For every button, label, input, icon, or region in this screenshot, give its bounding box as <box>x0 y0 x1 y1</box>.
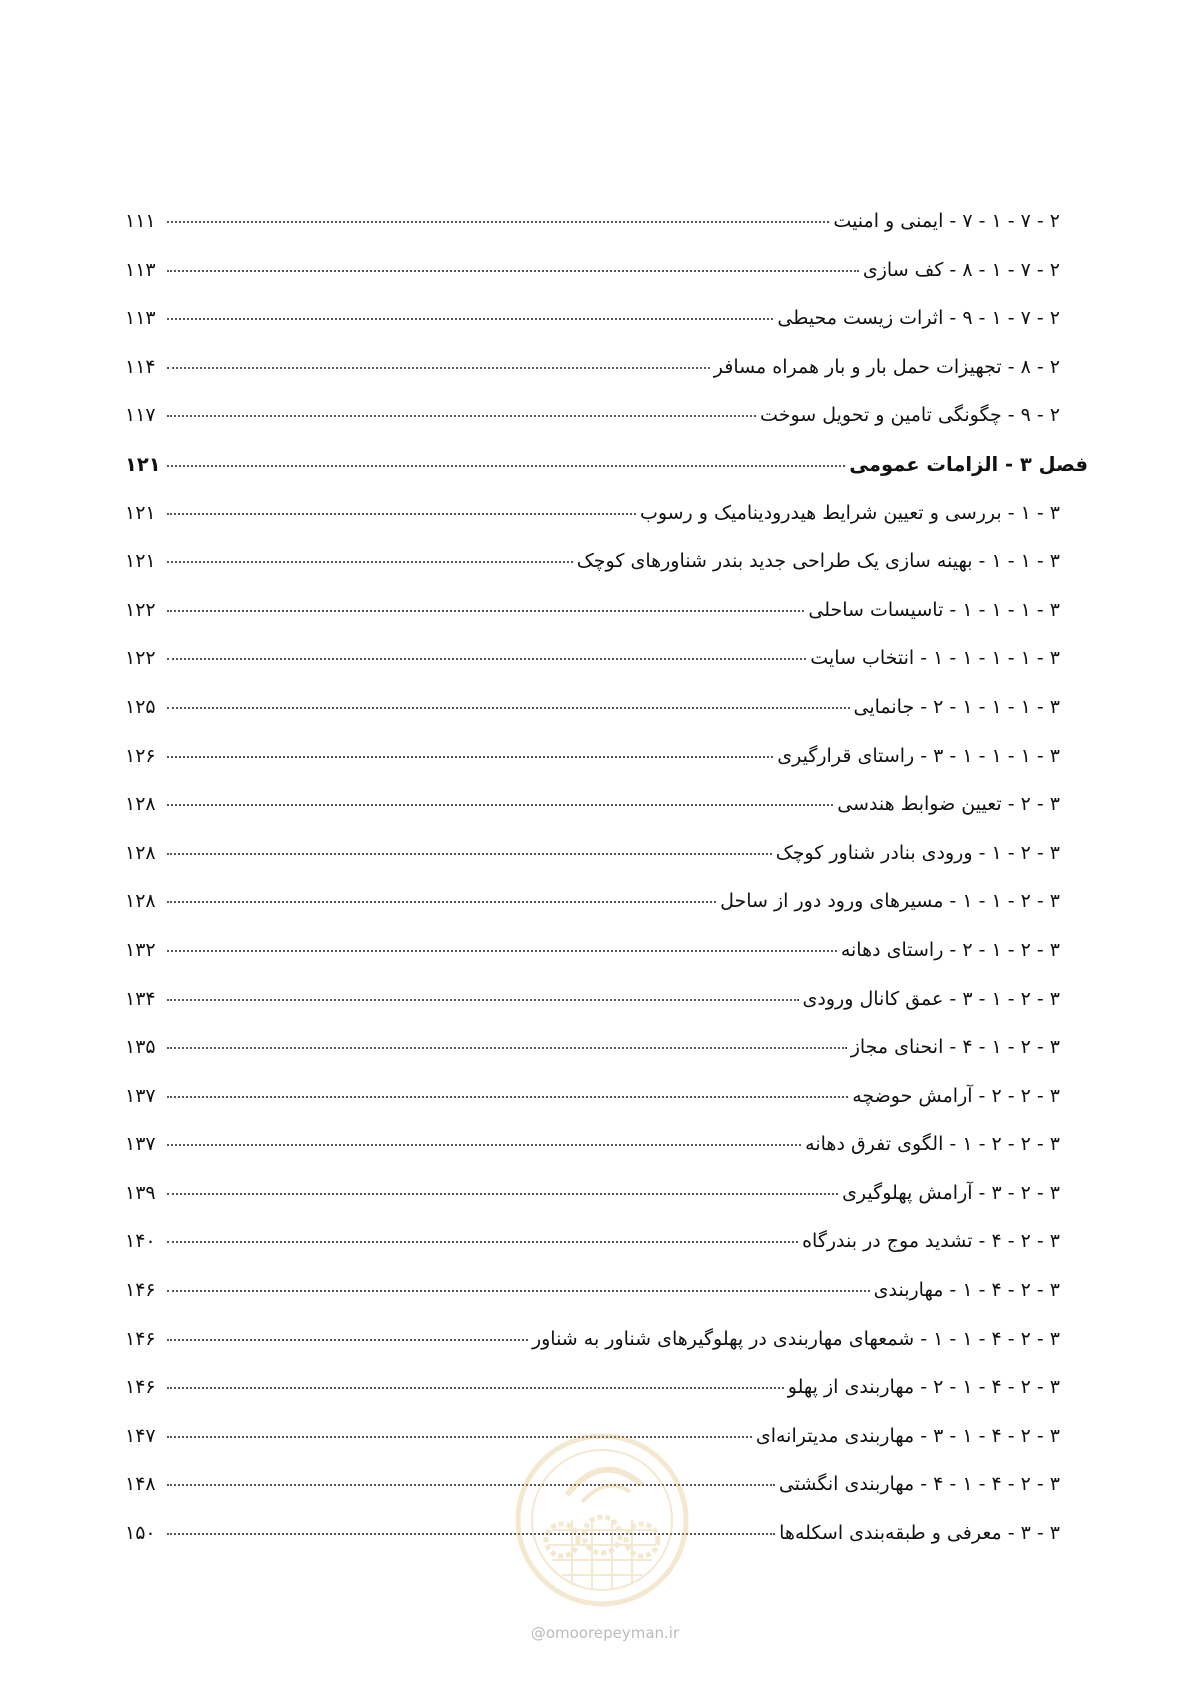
toc-page-number: ۱۳۷ <box>125 1133 156 1156</box>
toc-entry-title: ۳ - ۳ - معرفی و طبقه‌بندی اسکله‌ها <box>779 1522 1060 1545</box>
toc-entry-title: ۳ - ۲ - ۴ - تشدید موج در بندرگاه <box>802 1230 1060 1253</box>
toc-page-number: ۱۳۲ <box>125 938 156 961</box>
dot-leader <box>167 1144 801 1146</box>
toc-page-number: ۱۲۱ <box>125 452 161 476</box>
dot-leader <box>167 853 772 855</box>
toc-entry-title: ۳ - ۲ - ۴ - ۱ - ۴ - مهاربندی انگشتی <box>778 1473 1060 1496</box>
dot-leader <box>167 561 573 563</box>
toc-entry-title: فصل ۳ - الزامات عمومی <box>849 452 1088 476</box>
toc-row <box>125 404 1060 453</box>
dot-leader <box>167 999 799 1001</box>
toc-page-number: ۱۱۳ <box>125 307 156 330</box>
toc-row <box>125 988 1060 1037</box>
toc-entry-title: ۲ - ۸ - تجهیزات حمل بار و بار همراه مسافر <box>713 355 1060 378</box>
dot-leader <box>167 465 845 467</box>
toc-chapter-row <box>125 453 1088 502</box>
toc-entry-title: ۲ - ۷ - ۱ - ۸ - کف سازی <box>862 258 1060 281</box>
toc-page-number: ۱۲۱ <box>125 550 156 573</box>
toc-entry-title: ۳ - ۲ - ۱ - ۳ - عمق کانال ورودی <box>802 987 1060 1010</box>
toc-page-number: ۱۳۷ <box>125 1084 156 1107</box>
toc-page-number: ۱۴۰ <box>125 1230 156 1253</box>
toc-row <box>125 210 1060 259</box>
toc-row <box>125 356 1060 405</box>
toc-entry-title: ۲ - ۹ - چگونگی تامین و تحویل سوخت <box>760 404 1060 427</box>
dot-leader <box>167 950 837 952</box>
toc-page-number: ۱۴۸ <box>125 1473 156 1496</box>
dot-leader <box>167 610 804 612</box>
toc-row <box>125 599 1060 648</box>
toc-page-number: ۱۲۱ <box>125 501 156 524</box>
seal-logo-icon <box>512 1430 692 1610</box>
toc-entry-title: ۳ - ۱ - ۱ - بهینه سازی یک طراحی جدید بندر شناورهای کوچک <box>576 550 1060 573</box>
toc-row <box>125 259 1060 308</box>
toc-entry-title: ۳ - ۲ - ۱ - ۱ - مسیرهای ورود دور از ساحل <box>720 890 1060 913</box>
toc-page-number: ۱۴۶ <box>125 1327 156 1350</box>
toc-page-number: ۱۱۱ <box>125 210 156 232</box>
dot-leader <box>167 901 716 903</box>
toc-row <box>125 939 1060 988</box>
toc-entry-title: ۳ - ۱ - ۱ - ۱ - ۳ - راستای قرارگیری <box>777 744 1060 767</box>
watermark-site-text: @omoorepeyman.ir <box>530 1624 680 1642</box>
toc-entry-title: ۳ - ۱ - بررسی و تعیین شرایط هیدرودینامیک و رسوب <box>639 501 1060 524</box>
toc-entry-title: ۳ - ۲ - ۲ - آرامش حوضچه <box>852 1084 1060 1107</box>
toc-entry-title: ۲ - ۷ - ۱ - ۹ - اثرات زیست محیطی <box>777 307 1060 330</box>
toc-page-number: ۱۲۶ <box>125 744 156 767</box>
toc-entry-title: ۳ - ۲ - ۱ - ۴ - انحنای مجاز <box>850 1036 1060 1059</box>
toc-page-number: ۱۴۶ <box>125 1376 156 1399</box>
toc-row <box>125 1036 1060 1085</box>
toc-page-number: ۱۵۰ <box>125 1522 156 1545</box>
toc-page-number: ۱۲۲ <box>125 647 156 670</box>
toc-page-number: ۱۳۹ <box>125 1181 156 1204</box>
toc-page-number: ۱۲۸ <box>125 841 156 864</box>
toc-entry-title: ۲ - ۷ - ۱ - ۷ - ایمنی و امنیت <box>833 210 1060 232</box>
toc-entry-title: ۳ - ۲ - ۴ - ۱ - مهاربندی <box>873 1279 1060 1302</box>
dot-leader <box>167 1339 528 1341</box>
toc-row <box>125 1279 1060 1328</box>
toc-page-number: ۱۴۶ <box>125 1279 156 1302</box>
dot-leader <box>167 1193 838 1195</box>
toc-entry-title: ۳ - ۱ - ۱ - ۱ - تاسیسات ساحلی <box>808 598 1060 621</box>
dot-leader <box>167 513 636 515</box>
toc-entry-title: ۳ - ۲ - ۱ - ۲ - راستای دهانه <box>840 938 1060 961</box>
dot-leader <box>167 804 833 806</box>
dot-leader <box>167 658 806 660</box>
toc-page-number: ۱۳۵ <box>125 1036 156 1059</box>
toc-row <box>125 307 1060 356</box>
toc-page-number: ۱۲۸ <box>125 793 156 816</box>
toc-page-number: ۱۱۴ <box>125 355 156 378</box>
toc-entry-title: ۳ - ۲ - ۳ - آرامش پهلوگیری <box>842 1181 1060 1204</box>
toc-row <box>125 1328 1060 1377</box>
dot-leader <box>167 707 850 709</box>
toc-page-number: ۱۱۳ <box>125 258 156 281</box>
toc-page-number: ۱۳۴ <box>125 987 156 1010</box>
toc-row <box>125 647 1060 696</box>
toc-page-number: ۱۴۷ <box>125 1424 156 1447</box>
toc-entry-title: ۳ - ۱ - ۱ - ۱ - ۲ - جانمایی <box>853 695 1060 718</box>
toc-entry-title: ۳ - ۱ - ۱ - ۱ - ۱ - انتخاب سایت <box>810 647 1060 670</box>
toc-row <box>125 1230 1060 1279</box>
toc-page-number: ۱۲۲ <box>125 598 156 621</box>
dot-leader <box>167 1047 847 1049</box>
toc-row <box>125 1085 1060 1134</box>
dot-leader <box>167 1290 870 1292</box>
toc-row <box>125 793 1060 842</box>
toc-row <box>125 550 1060 599</box>
dot-leader <box>167 1241 798 1243</box>
dot-leader <box>167 270 859 272</box>
toc-entry-title: ۳ - ۲ - ۲ - ۱ - الگوی تفرق دهانه <box>805 1133 1060 1156</box>
toc-row <box>125 1133 1060 1182</box>
table-of-contents <box>125 210 1088 1571</box>
toc-entry-title: ۳ - ۲ - ۴ - ۱ - ۳ - مهاربندی مدیترانه‌ای <box>755 1424 1060 1447</box>
dot-leader <box>167 415 756 417</box>
toc-row <box>125 1376 1060 1425</box>
dot-leader <box>167 756 773 758</box>
toc-page-number: ۱۲۸ <box>125 890 156 913</box>
toc-row <box>125 502 1060 551</box>
dot-leader <box>167 1096 848 1098</box>
toc-row <box>125 696 1060 745</box>
toc-entry-title: ۳ - ۲ - ۱ - ورودی بنادر شناور کوچک <box>775 841 1060 864</box>
toc-page-number: ۱۱۷ <box>125 404 156 427</box>
dot-leader <box>167 318 773 320</box>
dot-leader <box>167 1387 784 1389</box>
dot-leader <box>167 221 829 223</box>
toc-entry-title: ۳ - ۲ - تعیین ضوابط هندسی <box>837 793 1060 816</box>
toc-entry-title: ۳ - ۲ - ۴ - ۱ - ۱ - شمعهای مهاربندی در پهلوگیرهای شناور به شناور <box>531 1327 1060 1350</box>
toc-entry-title: ۳ - ۲ - ۴ - ۱ - ۲ - مهاربندی از پهلو <box>787 1376 1060 1399</box>
toc-row <box>125 1182 1060 1231</box>
dot-leader <box>167 367 710 369</box>
toc-page-number: ۱۲۵ <box>125 695 156 718</box>
toc-row <box>125 890 1060 939</box>
toc-row <box>125 745 1060 794</box>
toc-row <box>125 842 1060 891</box>
